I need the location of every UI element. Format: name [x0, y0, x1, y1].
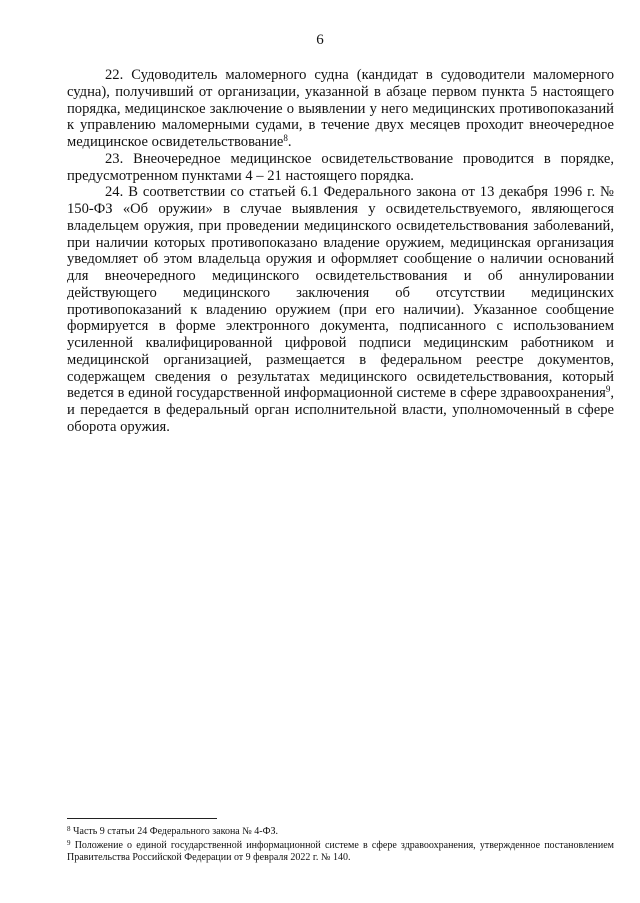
document-body — [67, 67, 614, 436]
footnote-text: Часть 9 статьи 24 Федерального закона № 4-ФЗ. — [73, 826, 279, 837]
paragraph-24 — [67, 184, 614, 435]
footnote-text: Положение о единой государственной информационной системе в сфере здравоохранения, утвержденное постановлением Правительства Российской Федерации от 9 февраля 2022 г. № 140. — [67, 840, 614, 863]
paragraph-text: 24. В соответствии со статьей 6.1 Федерального закона от 13 декабря 1996 г. № 150-ФЗ «Об оружии» в случае выявления у освидетельствуемого, являющегося владельцем оружия, при проведении медицинского освидетельствования заболеваний, при наличии которых противопоказано владение оружием, медицинская организация уведомляет об этом владельца оружия и оформляет сообщение о наличии оснований для внеочередного медицинского освидетельствования и об аннулировании действующего медицинского заключения об отсутствии медицинских противопоказаний к владению оружием (при его наличии). Указанное сообщение формируется в форме электронного документа, подписанного с использованием усиленной квалифицированной цифровой подписи медицинским работником и медицинской организацией, размещается в федеральном реестре документов, содержащем сведения о результатах медицинского освидетельствования, который ведется в единой государственной информационной системе в сфере здравоохранения — [67, 184, 614, 402]
paragraph-text-end: . — [287, 134, 292, 150]
paragraph-22 — [67, 67, 614, 151]
footnote-marker: 9 — [67, 839, 71, 847]
footnote-reference-9: 9 — [605, 384, 611, 395]
paragraph-text: 22. Судоводитель маломерного судна (кандидат в судоводители маломерного судна), получивший от организации, указанной в абзаце первом пункта 5 настоящего порядка, медицинское заключение о выявлении у него медицинских противопоказаний к управлению маломерными судами, в течение двух месяцев проходит внеочередное медицинское освидетельствование — [67, 67, 614, 150]
footnote-9 — [67, 840, 614, 864]
footnote-8 — [67, 826, 614, 838]
footnote-reference-8: 8 — [283, 133, 288, 143]
footnote-separator — [67, 818, 217, 819]
paragraph-text: 23. Внеочередное медицинское освидетельствование проводится в порядке, предусмотренном пунктами 4 – 21 настоящего порядка. — [67, 150, 614, 184]
footnote-marker: 8 — [67, 825, 71, 833]
page-number: 6 — [316, 32, 324, 48]
paragraph-text-end: , и передается в федеральный орган исполнительной власти, уполномоченный в сфере оборота оружия. — [67, 385, 614, 435]
footnotes — [67, 826, 614, 866]
paragraph-23 — [67, 151, 614, 185]
